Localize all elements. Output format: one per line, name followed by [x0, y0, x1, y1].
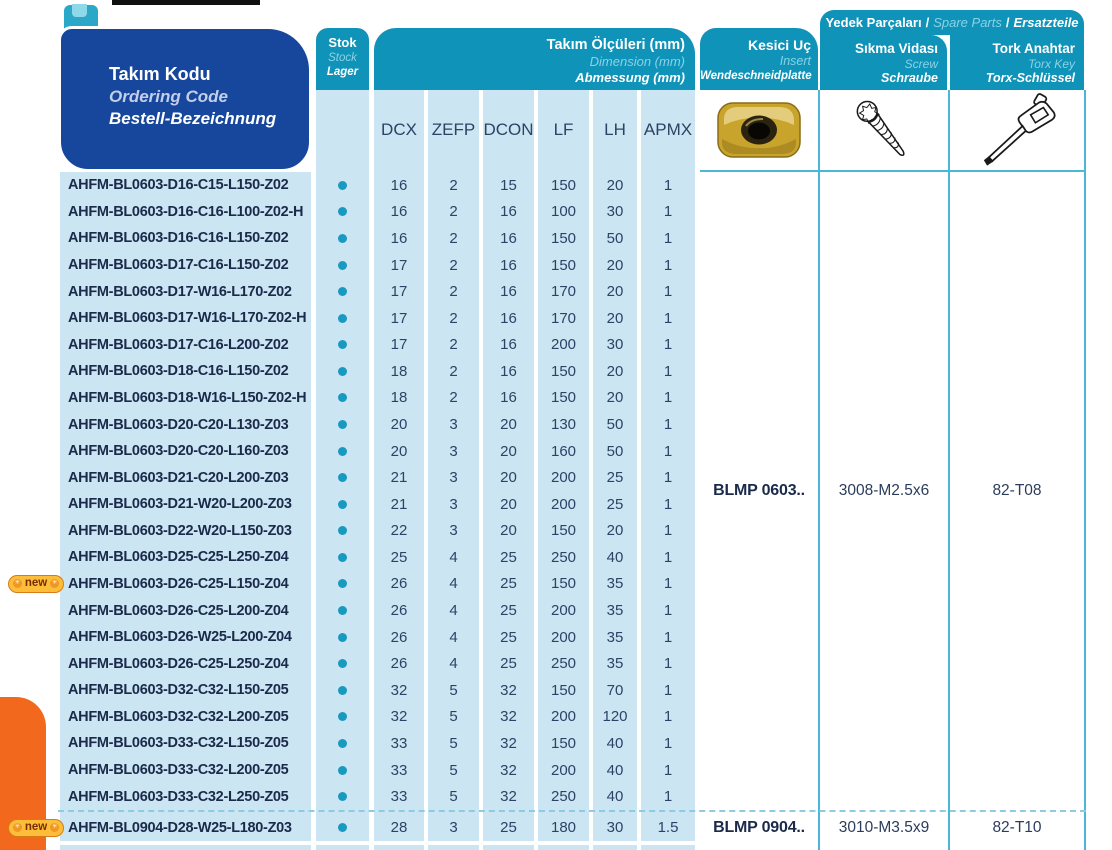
cell-lf: 250	[550, 788, 577, 806]
table-row	[0, 199, 1112, 226]
cell-lh: 50	[606, 416, 624, 433]
cutoff-strip	[428, 845, 479, 850]
cell-lh: 40	[606, 734, 624, 752]
cell-zefp: 2	[449, 176, 458, 194]
stock-dot	[338, 367, 347, 376]
cell-zefp: 3	[449, 416, 458, 433]
cell-lf: 200	[550, 336, 577, 354]
cell-apmx: 1	[663, 761, 673, 779]
cell-lh: 35	[606, 575, 624, 593]
cell-lh: 20	[606, 522, 624, 540]
cell-dcon: 20	[500, 522, 517, 540]
cell-apmx: 1	[663, 548, 673, 566]
cell-lf: 170	[550, 309, 577, 327]
cell-dcon: 32	[500, 761, 517, 779]
cell-dcon: 15	[500, 176, 517, 194]
cell-apmx: 1	[663, 256, 673, 274]
column-header-dcon: DCON	[483, 120, 534, 139]
cell-ordering-code: AHFM-BL0603-D33-C32-L250-Z05	[68, 788, 289, 805]
cell-zefp: 2	[449, 336, 458, 354]
cell-dcon: 32	[500, 708, 517, 726]
cell-dcon: 25	[500, 819, 517, 836]
cell-zefp: 2	[449, 203, 458, 221]
cell-lh: 30	[606, 336, 624, 354]
cell-zefp: 5	[449, 681, 458, 699]
cell-lh: 50	[606, 229, 624, 247]
table-row	[0, 597, 1112, 624]
table-row	[0, 518, 1112, 545]
cell-dcx: 20	[390, 416, 408, 433]
sparkle-icon: ✳	[52, 824, 58, 830]
cell-dcon: 16	[500, 362, 517, 380]
torx-key-title-de: Torx-Schlüssel	[985, 71, 1075, 85]
cell-dcx: 17	[390, 309, 408, 327]
table-row	[0, 225, 1112, 252]
cell-lf: 160	[550, 442, 577, 460]
cell-lf: 150	[550, 734, 577, 752]
insert-title-de: Wendeschneidplatte	[700, 70, 812, 82]
cell-apmx: 1	[663, 602, 673, 620]
cell-dcx: 17	[390, 283, 408, 301]
cell-ordering-code: AHFM-BL0603-D17-C16-L200-Z02	[68, 336, 289, 353]
cell-lf: 150	[550, 681, 577, 699]
screw-title-de: Schraube	[881, 71, 938, 85]
cell-zefp: 3	[449, 495, 458, 513]
cell-lf: 200	[550, 495, 577, 513]
cutoff-strip	[374, 845, 424, 850]
cell-dcx: 17	[390, 256, 408, 274]
table-row	[0, 385, 1112, 412]
cell-zefp: 4	[449, 602, 458, 620]
cell-dcx: 32	[390, 681, 408, 699]
table-row	[0, 305, 1112, 332]
cell-lf: 130	[550, 416, 577, 433]
cell-zefp: 3	[449, 522, 458, 540]
table-row	[0, 411, 1112, 438]
stock-dot	[338, 473, 347, 482]
cell-apmx: 1	[663, 655, 673, 673]
table-row	[0, 704, 1112, 731]
cell-zefp: 5	[449, 708, 458, 726]
cell-lh: 30	[606, 819, 624, 836]
cell-lh: 30	[606, 203, 624, 221]
column-header-zefp: ZEFP	[431, 120, 476, 139]
cell-dcon: 25	[500, 548, 517, 566]
separator: /	[925, 15, 930, 30]
cell-lh: 20	[606, 176, 624, 194]
cell-ordering-code: AHFM-BL0603-D17-W16-L170-Z02	[68, 283, 292, 300]
cell-lh: 25	[606, 469, 624, 487]
stock-dot	[338, 420, 347, 429]
cell-lf: 250	[550, 548, 577, 566]
cell-lf: 180	[550, 819, 577, 836]
screw-code: 3010-M3.5x9	[838, 819, 930, 836]
stock-dot	[338, 766, 347, 775]
cell-lh: 20	[606, 309, 624, 327]
cell-lh: 40	[606, 761, 624, 779]
cell-apmx: 1.5	[657, 819, 679, 836]
stock-dot	[338, 447, 347, 456]
cell-dcx: 26	[390, 602, 408, 620]
table-row	[0, 491, 1112, 518]
cell-lh: 120	[602, 708, 628, 726]
cell-ordering-code: AHFM-BL0603-D32-C32-L150-Z05	[68, 682, 289, 699]
cell-lh: 70	[606, 681, 624, 699]
cell-lf: 150	[550, 389, 577, 407]
table-row	[0, 677, 1112, 704]
cell-dcon: 25	[500, 628, 517, 646]
cell-dcx: 16	[390, 229, 408, 247]
torx-key-title-tr: Tork Anahtar	[992, 41, 1075, 56]
table-row	[0, 814, 1112, 841]
torx-key-image	[950, 90, 1084, 170]
insert-code: BLMP 0603..	[713, 482, 805, 499]
cell-ordering-code: AHFM-BL0603-D16-C16-L100-Z02-H	[68, 203, 304, 220]
stock-dot	[338, 314, 347, 323]
cell-apmx: 1	[663, 416, 673, 433]
cell-ordering-code: AHFM-BL0603-D18-C16-L150-Z02	[68, 363, 289, 380]
cell-apmx: 1	[663, 495, 673, 513]
cell-dcx: 20	[390, 442, 408, 460]
stock-dot	[338, 659, 347, 668]
stock-dot	[338, 181, 347, 190]
cell-dcon: 20	[500, 416, 517, 433]
ordering-code-title-en: Ordering Code	[109, 87, 229, 106]
cutoff-strip	[483, 845, 534, 850]
table-row	[0, 331, 1112, 358]
column-header-dcx: DCX	[381, 120, 417, 139]
stock-dot	[338, 712, 347, 721]
cell-zefp: 2	[449, 229, 458, 247]
cell-dcx: 21	[390, 495, 408, 513]
torx-code: 82-T10	[992, 819, 1042, 836]
dimensions-header	[374, 28, 695, 90]
cutoff-strip	[593, 845, 637, 850]
cell-lf: 150	[550, 256, 577, 274]
cell-lh: 40	[606, 788, 624, 806]
cell-lf: 150	[550, 522, 577, 540]
cell-apmx: 1	[663, 575, 673, 593]
cell-lh: 20	[606, 283, 624, 301]
cell-lh: 40	[606, 548, 624, 566]
stock-dot	[338, 553, 347, 562]
table-row	[0, 172, 1112, 199]
cell-dcon: 16	[500, 256, 517, 274]
cell-ordering-code: AHFM-BL0603-D26-C25-L250-Z04	[68, 655, 289, 672]
sparkle-icon: ✳	[52, 580, 58, 587]
table-row	[0, 783, 1112, 810]
table-row	[0, 252, 1112, 279]
stock-dot	[338, 393, 347, 402]
spare-parts-title-tr: Yedek Parçaları	[825, 15, 922, 30]
screw-title-en: Screw	[904, 57, 938, 71]
cell-zefp: 5	[449, 734, 458, 752]
cell-zefp: 4	[449, 628, 458, 646]
cell-zefp: 3	[449, 819, 458, 836]
stock-dot	[338, 287, 347, 296]
screw-title-tr: Sıkma Vidası	[854, 41, 938, 56]
cell-zefp: 2	[449, 362, 458, 380]
cell-dcon: 16	[500, 203, 517, 221]
cell-apmx: 1	[663, 362, 673, 380]
torx-key-header	[950, 35, 1084, 90]
cell-dcon: 32	[500, 788, 517, 806]
cell-dcx: 28	[390, 819, 408, 836]
cell-zefp: 2	[449, 389, 458, 407]
cell-ordering-code: AHFM-BL0603-D17-C16-L150-Z02	[68, 257, 289, 274]
cutoff-strip	[641, 845, 695, 850]
cutoff-strip	[538, 845, 589, 850]
cell-lf: 200	[550, 602, 577, 620]
ordering-code-title-tr: Takım Kodu	[109, 64, 211, 84]
cell-lf: 200	[550, 708, 577, 726]
stock-header	[316, 28, 369, 90]
cell-dcon: 20	[500, 495, 517, 513]
bookmark-clip-notch	[72, 4, 87, 17]
cell-dcon: 20	[500, 442, 517, 460]
cell-dcon: 25	[500, 575, 517, 593]
cell-ordering-code: AHFM-BL0603-D20-C20-L160-Z03	[68, 443, 289, 460]
cell-lh: 35	[606, 628, 624, 646]
spare-parts-header	[820, 10, 1084, 35]
stock-dot	[338, 526, 347, 535]
cell-lf: 170	[550, 283, 577, 301]
stock-dot	[338, 500, 347, 509]
stock-dot	[338, 633, 347, 642]
cell-dcon: 32	[500, 681, 517, 699]
cell-ordering-code: AHFM-BL0603-D26-W25-L200-Z04	[68, 629, 292, 646]
cell-lh: 20	[606, 362, 624, 380]
table-row	[0, 624, 1112, 651]
table-row	[0, 571, 1112, 598]
cell-ordering-code: AHFM-BL0603-D21-W20-L200-Z03	[68, 496, 292, 513]
cell-dcx: 33	[390, 761, 408, 779]
ordering-code-header	[58, 26, 312, 172]
cell-zefp: 2	[449, 256, 458, 274]
cell-apmx: 1	[663, 734, 673, 752]
cell-zefp: 2	[449, 309, 458, 327]
cell-zefp: 5	[449, 788, 458, 806]
cell-dcx: 26	[390, 655, 408, 673]
screw-image	[820, 90, 948, 170]
cutoff-strip	[60, 845, 311, 850]
cell-zefp: 4	[449, 548, 458, 566]
cell-dcx: 26	[390, 575, 408, 593]
stock-dot	[338, 207, 347, 216]
stock-dot	[338, 792, 347, 801]
cell-dcx: 26	[390, 628, 408, 646]
separator: /	[1005, 15, 1010, 30]
table-row	[0, 544, 1112, 571]
table-row	[0, 358, 1112, 385]
stock-dot	[338, 739, 347, 748]
cell-dcx: 18	[390, 362, 408, 380]
cell-dcon: 16	[500, 389, 517, 407]
dimensions-title-tr: Takım Ölçüleri (mm)	[546, 37, 685, 53]
sparkle-icon: ✳	[14, 580, 20, 587]
table-row	[0, 438, 1112, 465]
cell-zefp: 4	[449, 655, 458, 673]
spare-parts-title-en: Spare Parts	[933, 15, 1002, 30]
top-rule	[112, 0, 260, 5]
cell-zefp: 3	[449, 469, 458, 487]
stock-dot	[338, 823, 347, 832]
table-row	[0, 278, 1112, 305]
ordering-code-title-de: Bestell-Bezeichnung	[109, 109, 277, 128]
new-badge-label: new	[24, 821, 48, 833]
insert-code: BLMP 0904..	[713, 819, 805, 836]
stock-dot	[338, 234, 347, 243]
column-header-apmx: APMX	[643, 120, 693, 139]
cell-ordering-code: AHFM-BL0603-D33-C32-L150-Z05	[68, 735, 289, 752]
cell-ordering-code: AHFM-BL0603-D21-C20-L200-Z03	[68, 469, 289, 486]
cell-ordering-code: AHFM-BL0603-D18-W16-L150-Z02-H	[68, 389, 307, 406]
cell-apmx: 1	[663, 309, 673, 327]
cell-lf: 100	[550, 203, 577, 221]
cell-ordering-code: AHFM-BL0603-D16-C15-L150-Z02	[68, 177, 289, 194]
cell-ordering-code: AHFM-BL0603-D25-C25-L250-Z04	[68, 549, 289, 566]
cell-dcx: 33	[390, 788, 408, 806]
cell-lh: 35	[606, 655, 624, 673]
cell-dcon: 16	[500, 283, 517, 301]
cell-dcx: 16	[390, 203, 408, 221]
cell-dcx: 22	[390, 522, 408, 540]
cell-dcx: 16	[390, 176, 408, 194]
cell-dcx: 18	[390, 389, 408, 407]
group-separator-dashed-line	[58, 810, 1086, 812]
cell-apmx: 1	[663, 229, 673, 247]
cell-lh: 35	[606, 602, 624, 620]
spare-parts-title-de: Ersatzteile	[1013, 15, 1079, 30]
table-row	[0, 464, 1112, 491]
cell-lh: 50	[606, 442, 624, 460]
cell-lh: 25	[606, 495, 624, 513]
screw-code: 3008-M2.5x6	[838, 482, 930, 499]
insert-header	[700, 28, 818, 90]
cell-apmx: 1	[663, 522, 673, 540]
cell-dcx: 17	[390, 336, 408, 354]
cell-apmx: 1	[663, 469, 673, 487]
cell-dcon: 16	[500, 336, 517, 354]
cell-zefp: 2	[449, 283, 458, 301]
table-row	[0, 730, 1112, 757]
cell-apmx: 1	[663, 708, 673, 726]
cell-dcon: 20	[500, 469, 517, 487]
table-row	[0, 757, 1112, 784]
cell-ordering-code: AHFM-BL0603-D22-W20-L150-Z03	[68, 522, 292, 539]
cell-dcon: 32	[500, 734, 517, 752]
cutoff-strip	[316, 845, 369, 850]
cell-dcx: 33	[390, 734, 408, 752]
new-badge-label: new	[24, 577, 48, 590]
cell-lh: 20	[606, 389, 624, 407]
cell-lf: 200	[550, 628, 577, 646]
cell-dcon: 25	[500, 655, 517, 673]
cell-ordering-code: AHFM-BL0904-D28-W25-L180-Z03	[68, 819, 292, 836]
stock-dot	[338, 261, 347, 270]
torx-code: 82-T08	[992, 482, 1042, 499]
dimensions-title-en: Dimension (mm)	[589, 54, 685, 69]
cell-apmx: 1	[663, 283, 673, 301]
cell-ordering-code: AHFM-BL0603-D20-C20-L130-Z03	[68, 416, 289, 433]
new-badge	[8, 575, 64, 593]
cell-dcx: 25	[390, 548, 408, 566]
cell-lf: 150	[550, 362, 577, 380]
cell-apmx: 1	[663, 442, 673, 460]
torx-key-title-en: Torx Key	[1028, 57, 1075, 71]
cell-lf: 250	[550, 655, 577, 673]
cell-apmx: 1	[663, 628, 673, 646]
cell-ordering-code: AHFM-BL0603-D33-C32-L200-Z05	[68, 762, 289, 779]
cell-ordering-code: AHFM-BL0603-D26-C25-L200-Z04	[68, 602, 289, 619]
cell-dcon: 16	[500, 309, 517, 327]
cell-lf: 150	[550, 229, 577, 247]
insert-title-tr: Kesici Uç	[747, 37, 811, 53]
cell-dcon: 25	[500, 602, 517, 620]
stock-dot	[338, 686, 347, 695]
column-header-lf: LF	[553, 120, 574, 139]
cell-lf: 200	[550, 469, 577, 487]
cell-zefp: 3	[449, 442, 458, 460]
cell-zefp: 4	[449, 575, 458, 593]
stock-dot	[338, 340, 347, 349]
column-header-lh: LH	[604, 120, 626, 139]
cell-apmx: 1	[663, 389, 673, 407]
cell-apmx: 1	[663, 336, 673, 354]
table-row	[0, 650, 1112, 677]
cell-apmx: 1	[663, 203, 673, 221]
screw-header	[820, 35, 947, 90]
stock-dot	[338, 579, 347, 588]
stock-title-en: Stock	[328, 52, 357, 64]
cell-apmx: 1	[663, 788, 673, 806]
cell-ordering-code: AHFM-BL0603-D32-C32-L200-Z05	[68, 708, 289, 725]
stock-dot	[338, 606, 347, 615]
cell-ordering-code: AHFM-BL0603-D17-W16-L170-Z02-H	[68, 310, 307, 327]
insert-image	[700, 90, 818, 170]
insert-title-en: Insert	[779, 54, 811, 68]
cell-zefp: 5	[449, 761, 458, 779]
cell-ordering-code: AHFM-BL0603-D16-C16-L150-Z02	[68, 230, 289, 247]
cell-apmx: 1	[663, 681, 673, 699]
cell-lh: 20	[606, 256, 624, 274]
cell-lf: 200	[550, 761, 577, 779]
cell-dcx: 21	[390, 469, 408, 487]
cell-dcon: 16	[500, 229, 517, 247]
new-badge	[8, 819, 64, 837]
stock-title-de: Lager	[326, 66, 359, 78]
cell-ordering-code: AHFM-BL0603-D26-C25-L150-Z04	[68, 575, 289, 592]
cell-lf: 150	[550, 575, 577, 593]
sparkle-icon: ✳	[14, 824, 20, 830]
cell-lf: 150	[550, 176, 577, 194]
stock-title-tr: Stok	[328, 35, 357, 50]
cell-apmx: 1	[663, 176, 673, 194]
cell-dcx: 32	[390, 708, 408, 726]
dimensions-title-de: Abmessung (mm)	[575, 70, 685, 85]
